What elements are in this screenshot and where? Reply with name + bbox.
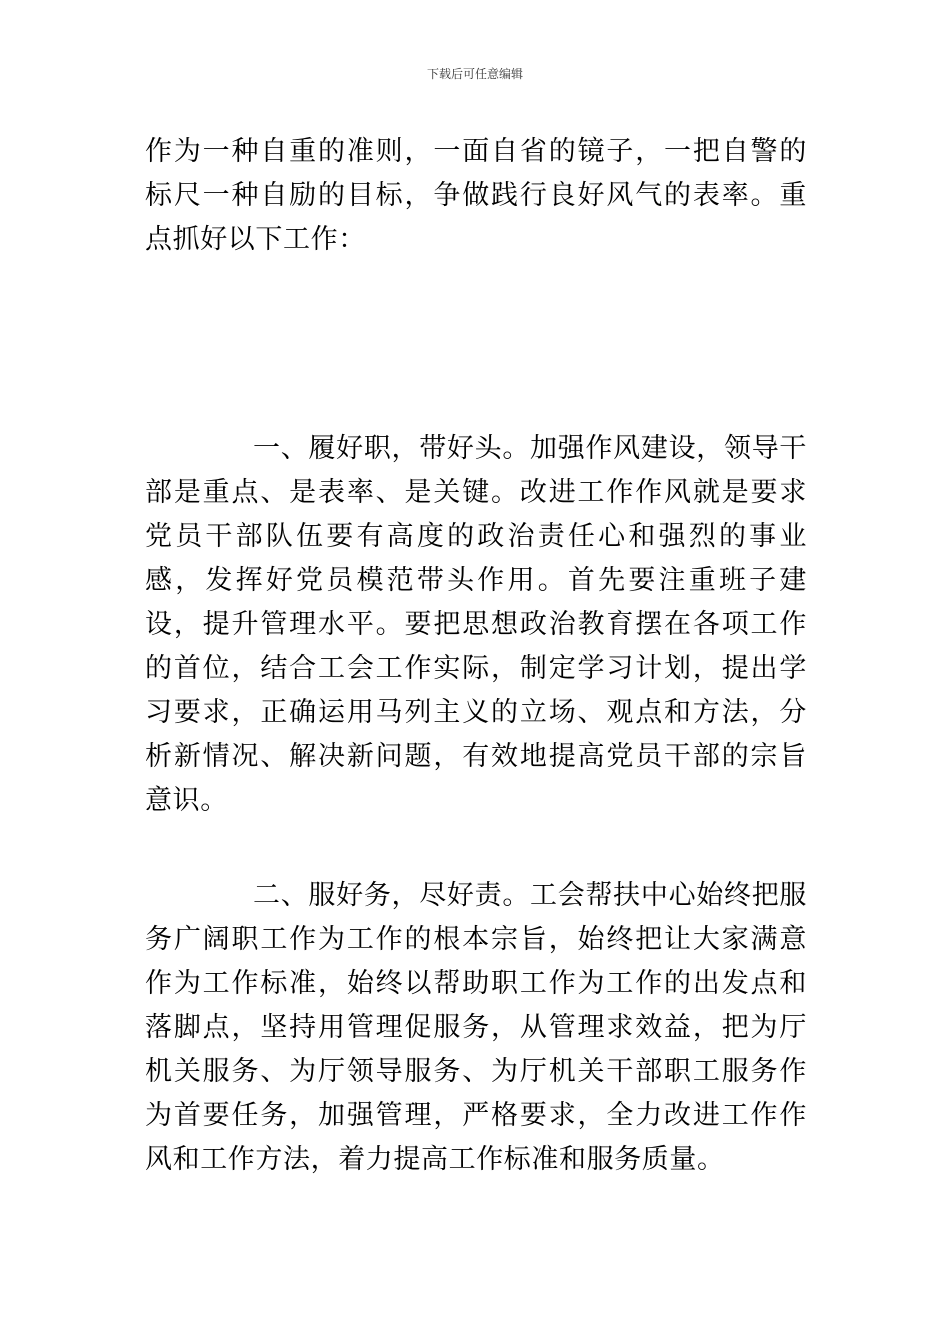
paragraph-section-one: 一、履好职，带好头。加强作风建设，领导干部是重点、是表率、是关键。改进工作作风就是要求党员干部队伍要有高度的政治责任心和强烈的事业感，发挥好党员模范带头作用。首先要注重班子建设，提升管理水平。要把思想政治教育摆在各项工作的首位，结合工会工作实际，制定学习计划，提出学习要求，正确运用马列主义的立场、观点和方法，分析新情况、解决新问题，有效地提高党员干部的宗旨意识。 <box>145 433 807 816</box>
page-header: 下载后可任意编辑 <box>426 67 523 81</box>
paragraph-intro: 作为一种自重的准则，一面自省的镜子，一把自警的标尺一种自励的目标，争做践行良好风气的表率。重点抓好以下工作： <box>145 136 807 255</box>
paragraph-section-two: 二、服好务，尽好责。工会帮扶中心始终把服务广阔职工作为工作的根本宗旨，始终把让大家满意作为工作标准，始终以帮助职工作为工作的出发点和落脚点，坚持用管理促服务，从管理求效益，把为厅机关服务、为厅领导服务、为厅机关干部职工服务作为首要任务，加强管理，严格要求，全力改进工作作风和工作方法，着力提高工作标准和服务质量。 <box>145 880 807 1175</box>
